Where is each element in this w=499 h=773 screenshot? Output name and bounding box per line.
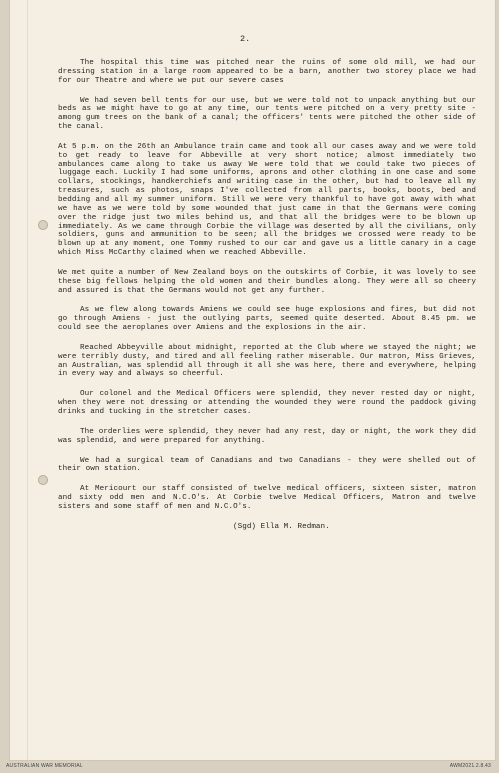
- page-edge-line: [27, 0, 28, 760]
- paragraph: Reached Abbeyville about midnight, reported at the Club where we stayed the night; we were terribly dusty, and tired and all feeling rather miserable. Our matron, Miss Grieves, an Australian, was splendid all through it all she was here, there and everywhere, helping in every way and always so cheerful.: [58, 343, 476, 379]
- paragraph: We met quite a number of New Zealand boys on the outskirts of Corbie, it was lovely to see these big fellows helping the old women and their bundles along. They were all so cheery and assured is that the Germans would not get any further.: [58, 268, 476, 295]
- signature: (Sgd) Ella M. Redman.: [233, 522, 330, 531]
- punch-hole: [38, 475, 48, 485]
- paragraph: At 5 p.m. on the 26th an Ambulance train came and took all our cases away and we were told to get ready to leave for Abbeville at very short notice; almost immediately two ambulances came along to take us away We were told that we could take two pieces of luggage each. Luckily I had some uniforms, aprons and other clothing in one case and some collars, stockings, handkerchiefs and writing case in the other, but had to leave all my treasures, such as photos, snaps I've collected from all parts, books, boots, bed and bedding and all my summer uniform. Still we were very thankful to have got away with what we have as we were told by some wounded that just came in that the Germans were coming over the ridge just two miles behind us, and that all the bridges were to be blown up immediately. As we came through Corbie the village was deserted by all the civilians, only soldiers, guns and ammunition to be seen; all the bridges we crossed were ready to be blown up at any moment, one Tommy rushed to our car and gave us a little canary in a cage which Miss McCarthy claimed when we reached Abbeville.: [58, 142, 476, 258]
- paragraph: As we flew along towards Amiens we could see huge explosions and fires, but did not go through Amiens - just the outlying parts, seemed quite deserted. About 8.45 pm. we could see the aeroplanes over Amiens and the explosions in the air.: [58, 306, 476, 333]
- paragraph: At Mericourt our staff consisted of twelve medical officers, sixteen sister, matron and sixty odd men and N.C.O's. At Corbie twelve Medical Officers, Matron and twelve sisters and some staff of men and N.C.O's.: [58, 485, 476, 511]
- paragraph: Our colonel and the Medical Officers were splendid, they never rested day or night, when they were not dressing or attending the wounded they were round the paddock giving drinks and tucking in the stretcher cases.: [58, 390, 476, 416]
- paragraph: The orderlies were splendid, they never had any rest, day or night, the work they did was splendid, and were prepared for anything.: [58, 427, 476, 445]
- page-number: 2.: [240, 34, 251, 44]
- paragraph: We had a surgical team of Canadians and two Canadians - they were shelled out of their own station.: [58, 456, 476, 474]
- punch-hole: [38, 220, 48, 230]
- footer-reference-code: AWM2021.2.8.43: [449, 763, 491, 769]
- paragraph: The hospital this time was pitched near the ruins of some old mill, we had our dressing station in a large room appeared to be a barn, another two storey place we had for our Theatre and where we put our severe cases: [58, 59, 476, 85]
- document-body: [58, 59, 476, 543]
- footer-archive-name: AUSTRALIAN WAR MEMORIAL: [6, 763, 83, 769]
- paragraph: We had seven bell tents for our use, but we were told not to unpack anything but our beds as we might have to go at any time, our tents were pitched on a very pretty site - among gum trees on the bank of a canal; the officers' tents were pitched the other side of the canal.: [58, 96, 476, 132]
- punch-holes: [38, 220, 52, 520]
- document-page: [10, 0, 495, 760]
